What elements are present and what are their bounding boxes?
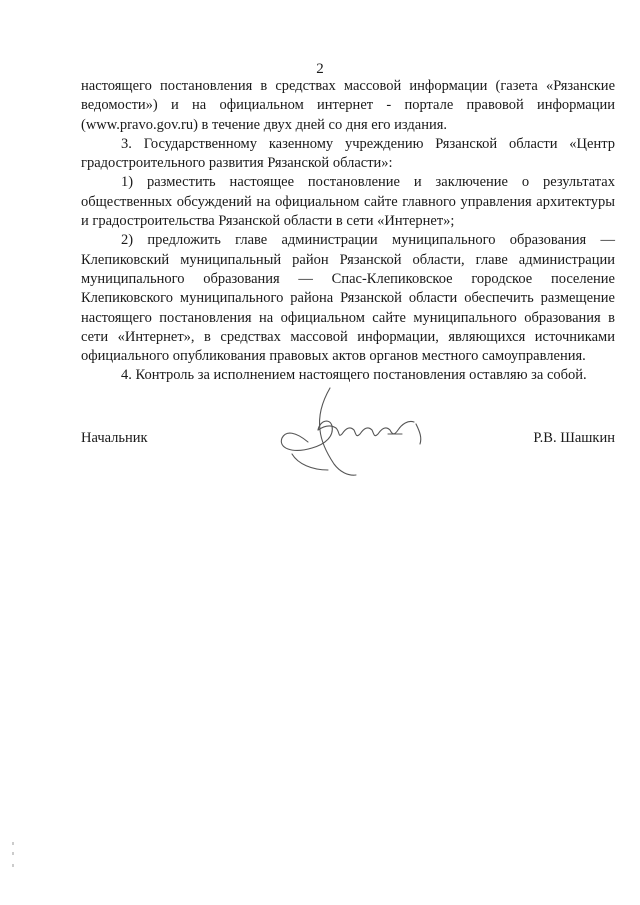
- scan-margin-marks: [10, 840, 16, 890]
- paragraph-4: 2) предложить главе администрации муниципального образования — Клепиковский муниципальный район Рязанской области, главе администрации муниципального образования — Спас-Клепиковское городское поселение Клепиковского муниципального района Рязанской области обеспечить размещение настоящего постановления на официальном сайте муниципального образования в сети «Интернет», в средствах массовой информации, являющихся источниками официального опубликования правовых актов органов местного самоуправления.: [81, 232, 615, 365]
- document-body: [81, 77, 615, 386]
- page-number: 2: [316, 61, 324, 77]
- paragraph-1: настоящего постановления в средствах массовой информации (газета «Рязанские ведомости») и на официальном интернет - портале правовой информации (www.pravo.gov.ru) в течение двух дней со дня его издания.: [81, 78, 615, 133]
- signatory-name: Р.В. Шашкин: [533, 430, 615, 446]
- paragraph-3: 1) разместить настоящее постановление и заключение о результатах общественных обсуждений на официальном сайте главного управления архитектуры и градостроительства Рязанской области в сети «Интернет»;: [81, 174, 615, 230]
- paragraph-5: 4. Контроль за исполнением настоящего постановления оставляю за собой.: [121, 367, 587, 384]
- signatory-position: Начальник: [81, 430, 148, 446]
- paragraph-2: 3. Государственному казенному учреждению Рязанской области «Центр градостроительного развития Рязанской области»:: [81, 135, 615, 172]
- signature-block: [81, 428, 615, 448]
